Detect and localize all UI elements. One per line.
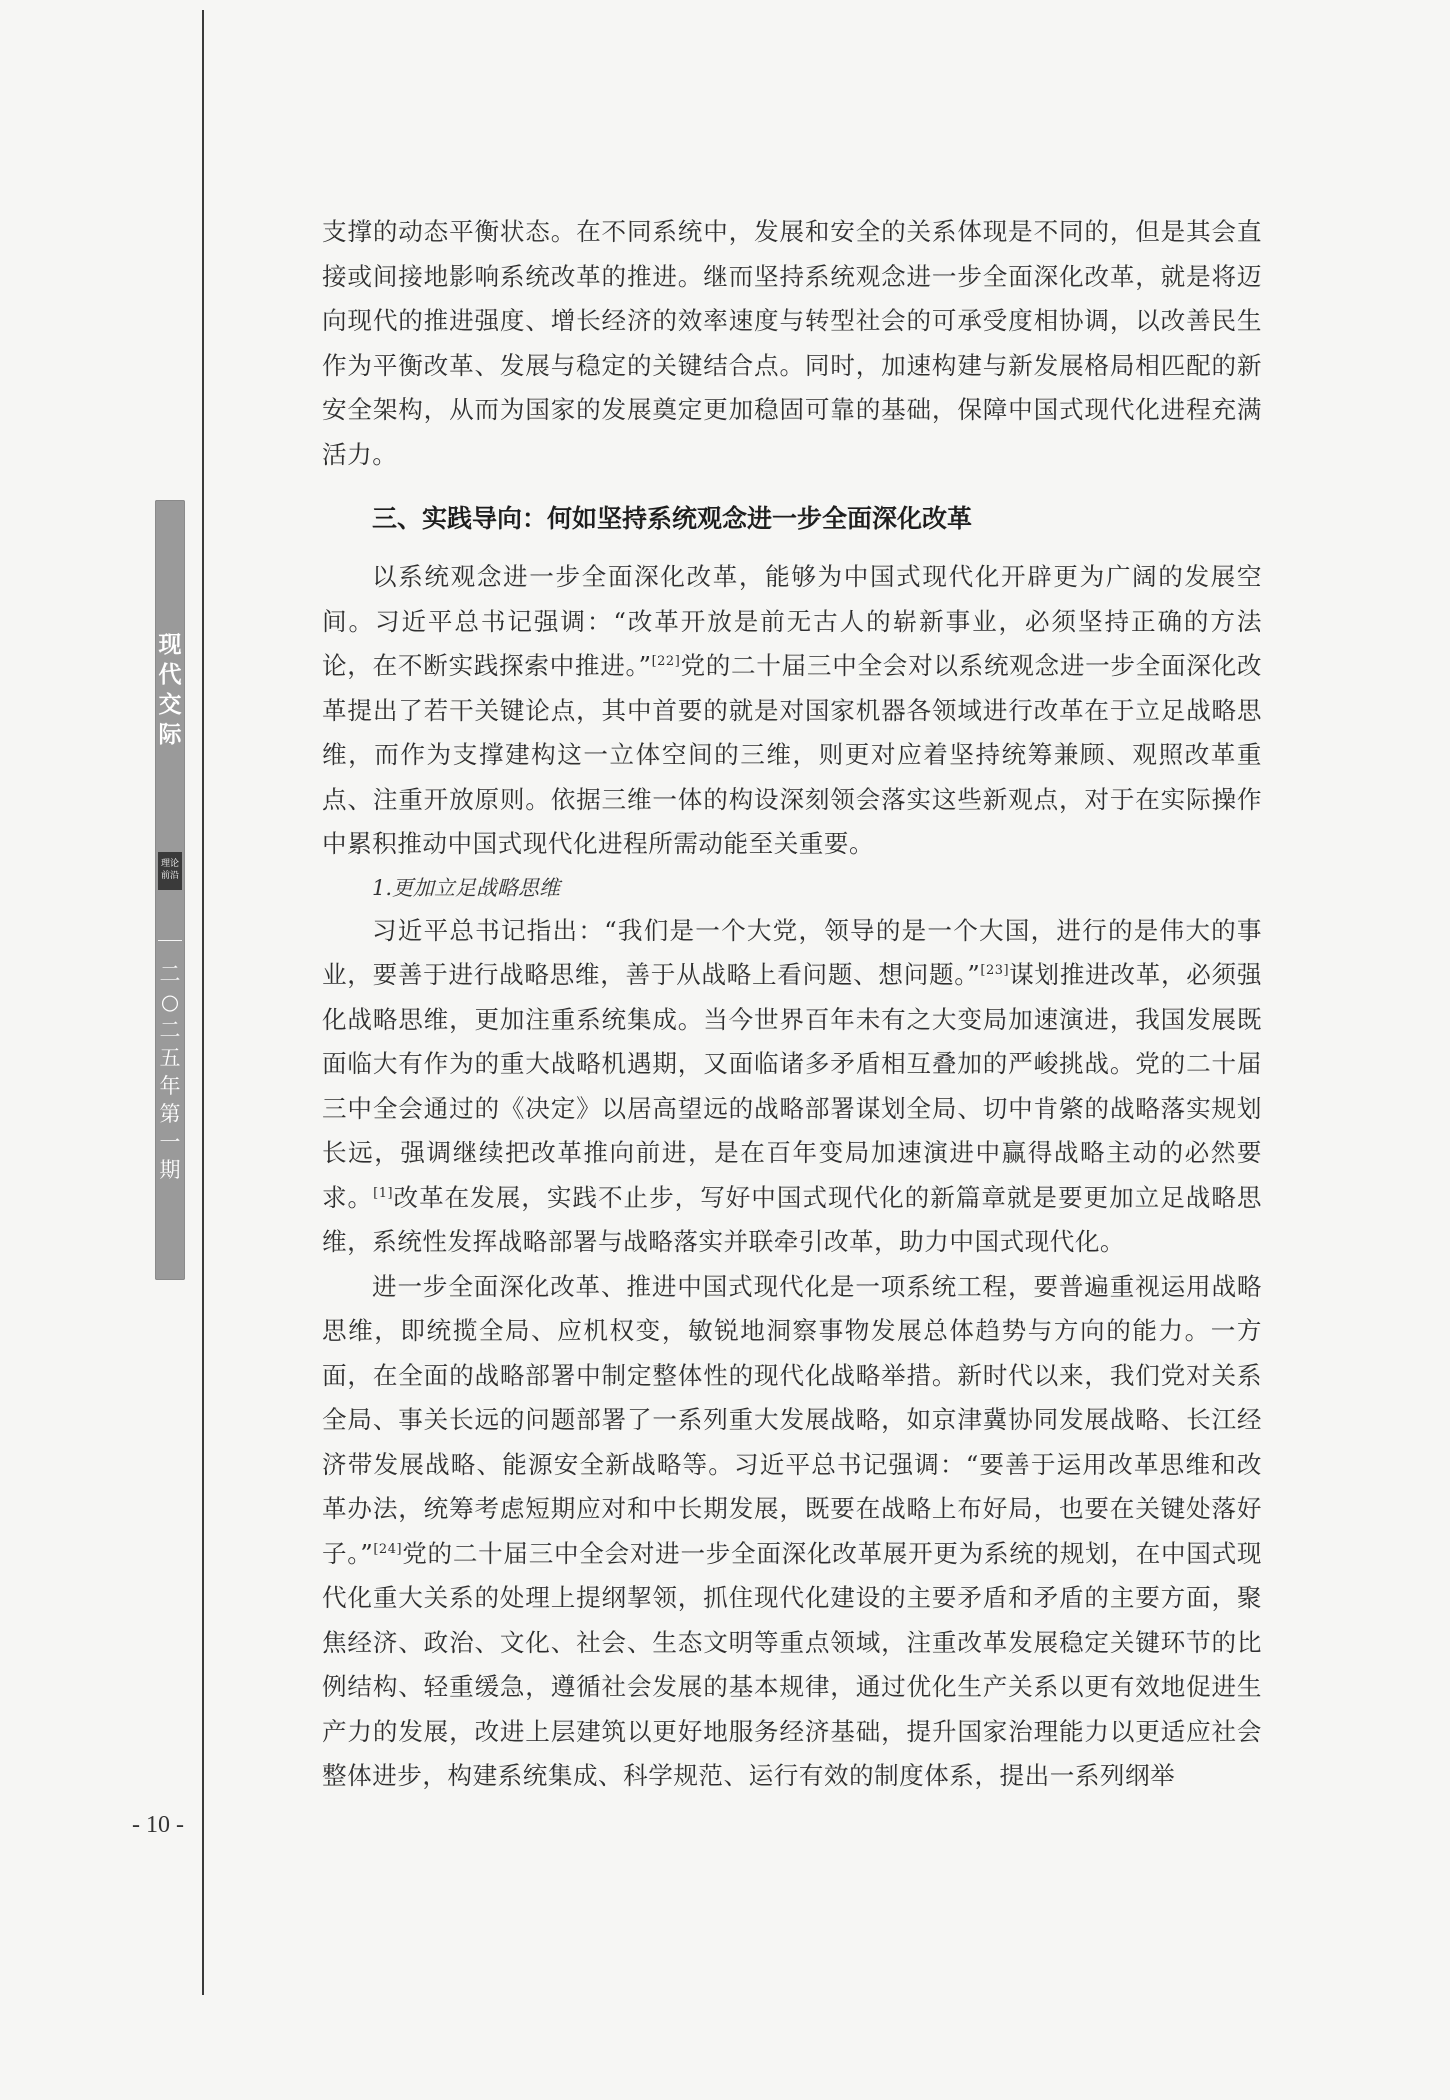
paragraph (322, 1265, 1262, 1799)
issue-label (155, 960, 185, 1184)
issue-char: 五 (159, 1046, 181, 1070)
footnote-ref: [23] (980, 962, 1010, 978)
footnote-ref: [1] (373, 1185, 394, 1201)
issue-char: 二 (159, 962, 181, 986)
journal-char: 际 (158, 722, 182, 748)
issue-char: 二 (159, 1018, 181, 1042)
spine-tab (155, 500, 185, 1280)
column-badge: 理论 前沿 (158, 852, 182, 890)
body-text (322, 210, 1262, 1799)
journal-char: 交 (158, 692, 182, 718)
spine-divider (158, 940, 182, 941)
paragraph-text: 党的二十届三中全会对进一步全面深化改革展开更为系统的规划，在中国式现代化重大关系的处理上提纲挈领，抓住现代化建设的主要矛盾和矛盾的主要方面，聚焦经济、政治、文化、社会、生态文明等重点领域，注重改革发展稳定关键环节的比例结构、轻重缓急，遵循社会发展的基本规律，通过优化生产关系以更有效地促进生产力的发展，改进上层建筑以更好地服务经济基础，提升国家治理能力以更适应社会整体进步，构建系统集成、科学规范、运行有效的制度体系，提出一系列纲举 (322, 1538, 1262, 1790)
paragraph-text: 以系统观念进一步全面深化改革，能够为中国式现代化开辟更为广阔的发展空间。习近平总书记强调：“改革开放是前无古人的崭新事业，必须坚持正确的方法论，在不断实践探索中推进。” (322, 562, 1262, 680)
paragraph (322, 909, 1262, 1265)
journal-name (155, 630, 185, 750)
issue-char: 一 (159, 1130, 181, 1154)
subsection-heading: 1.更加立足战略思维 (372, 875, 561, 900)
footnote-ref: [24] (373, 1541, 403, 1557)
paragraph-text: 改革在发展，实践不止步，写好中国式现代化的新篇章就是要更加立足战略思维，系统性发挥战略部署与战略落实并联牵引改革，助力中国式现代化。 (322, 1182, 1262, 1256)
issue-char: 年 (159, 1074, 181, 1098)
paragraph-text: 党的二十届三中全会对以系统观念进一步全面深化改革提出了若干关键论点，其中首要的就是对国家机器各领域进行改革在于立足战略思维，而作为支撑建构这一立体空间的三维，则更对应着坚持统筹兼顾、观照改革重点、注重开放原则。依据三维一体的构设深刻领会落实这些新观点，对于在实际操作中累积推动中国式现代化进程所需动能至关重要。 (322, 651, 1262, 858)
margin-rule (202, 10, 204, 1995)
issue-char: 期 (159, 1158, 181, 1182)
paragraph-text: 进一步全面深化改革、推进中国式现代化是一项系统工程，要普遍重视运用战略思维，即统揽全局、应机权变，敏锐地洞察事物发展总体趋势与方向的能力。一方面，在全面的战略部署中制定整体性的现代化战略举措。新时代以来，我们党对关系全局、事关长远的问题部署了一系列重大发展战略，如京津冀协同发展战略、长江经济带发展战略、能源安全新战略等。习近平总书记强调：“要善于运用改革思维和改革办法，统筹考虑短期应对和中长期发展，既要在战略上布好局，也要在关键处落好子。” (322, 1271, 1262, 1568)
paragraph-text: 习近平总书记指出：“我们是一个大党，领导的是一个大国，进行的是伟大的事业，要善于进行战略思维，善于从战略上看问题、想问题。” (322, 915, 1262, 989)
paragraph: 支撑的动态平衡状态。在不同系统中，发展和安全的关系体现是不同的，但是其会直接或间接地影响系统改革的推进。继而坚持系统观念进一步全面深化改革，就是将迈向现代的推进强度、增长经济的效率速度与转型社会的可承受度相协调，以改善民生作为平衡改革、发展与稳定的关键结合点。同时，加速构建与新发展格局相匹配的新安全架构，从而为国家的发展奠定更加稳固可靠的基础，保障中国式现代化进程充满活力。 (322, 217, 1262, 469)
footnote-ref: [22] (651, 653, 681, 669)
journal-char: 现 (158, 632, 182, 658)
issue-char: 第 (159, 1102, 181, 1126)
paragraph-text: 谋划推进改革，必须强化战略思维，更加注重系统集成。当今世界百年未有之大变局加速演进，我国发展既面临大有作为的重大战略机遇期，又面临诸多矛盾相互叠加的严峻挑战。党的二十届三中全会通过的《决定》以居高望远的战略部署谋划全局、切中肯綮的战略落实规划长远，强调继续把改革推向前进，是在百年变局加速演进中赢得战略主动的必然要求。 (322, 960, 1262, 1212)
journal-char: 代 (158, 662, 182, 688)
page-number: - 10 - (132, 1812, 184, 1838)
paragraph (322, 555, 1262, 867)
section-heading: 三、实践导向：何如坚持系统观念进一步全面深化改革 (372, 504, 973, 533)
issue-char: ○ (160, 990, 180, 1014)
